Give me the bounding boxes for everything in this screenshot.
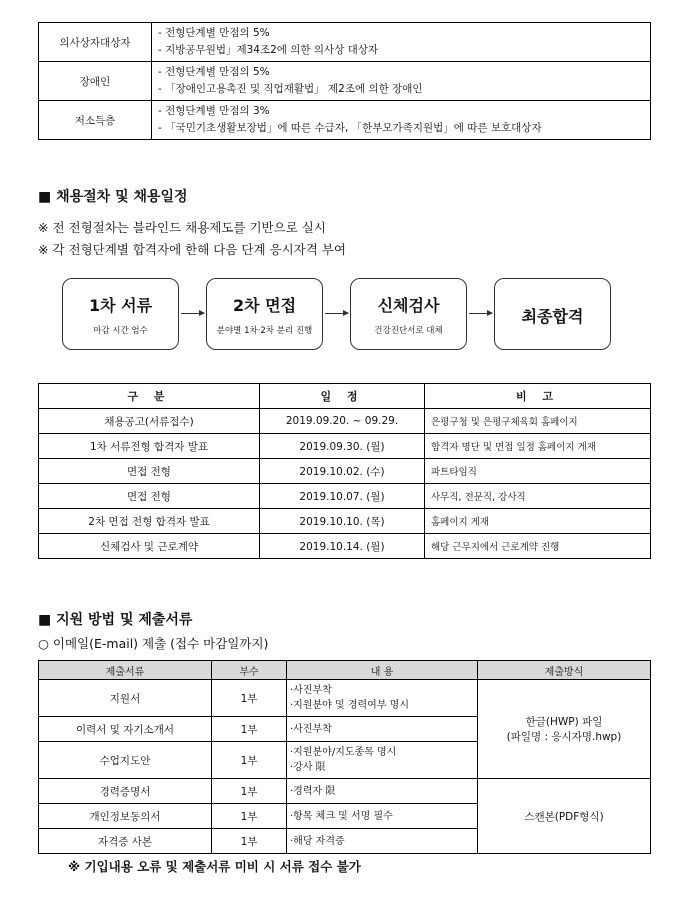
- detail-line: - 전형단계별 만점의 3%: [158, 105, 270, 117]
- documents-table: [38, 660, 651, 854]
- detail-line: - 전형단계별 만점의 5%: [158, 27, 270, 39]
- table-row: [39, 779, 651, 804]
- cell-remark: 합격자 명단 및 면접 일정 홈페이지 게재: [425, 434, 651, 459]
- section-subtitle: ○ 이메일(E-mail) 제출 (접수 마감일까지): [38, 636, 269, 651]
- cell-category: 면접 전형: [39, 484, 260, 509]
- flow-step-subtitle: 건강진단서로 대체: [374, 326, 443, 336]
- cell-method: 스캔본(PDF형식): [478, 779, 651, 854]
- cell-category: 2차 면접 전형 합격자 발표: [39, 509, 260, 534]
- method-line: 한글(HWP) 파일: [525, 716, 603, 728]
- flow-step-title: 1차 서류: [88, 296, 153, 315]
- flow-step-medical: [350, 278, 467, 350]
- column-header: 제출서류: [39, 661, 212, 680]
- cell-content: [287, 742, 478, 779]
- cell-document: 지원서: [39, 680, 212, 717]
- cell-category: 채용공고(서류접수): [39, 409, 260, 434]
- section-title-application: ■ 지원 방법 및 제출서류: [38, 612, 193, 628]
- cell-remark: 은평구청 및 은평구체육회 홈페이지: [425, 409, 651, 434]
- column-header: 내 용: [287, 661, 478, 680]
- cell-content: [287, 779, 478, 804]
- cell-document: 수업지도안: [39, 742, 212, 779]
- table-header-row: [39, 661, 651, 680]
- content-line: ·사진부착: [290, 685, 332, 696]
- content-line: ·강사 限: [290, 762, 326, 773]
- cell-document: 이력서 및 자기소개서: [39, 717, 212, 742]
- cell-remark: 홈페이지 게재: [425, 509, 651, 534]
- detail-line: - 「장애인고용촉진 및 직업재활법」 제2조에 의한 장애인: [158, 83, 423, 95]
- cell-remark: 파트타임직: [425, 459, 651, 484]
- schedule-table: [38, 383, 651, 559]
- detail-line: - 전형단계별 만점의 5%: [158, 66, 270, 78]
- table-row: [39, 409, 651, 434]
- table-row: [39, 509, 651, 534]
- detail-cell: [152, 62, 651, 101]
- cell-date: 2019.09.30. (월): [260, 434, 425, 459]
- detail-line: - 지방공무원법」제34조2에 의한 의사상 대상자: [158, 44, 379, 56]
- content-line: ·항목 체크 및 서명 필수: [290, 810, 393, 822]
- detail-cell: [152, 23, 651, 62]
- flow-step-final: [494, 278, 611, 350]
- column-header: 부수: [212, 661, 287, 680]
- column-header: 제출방식: [478, 661, 651, 680]
- cell-remark: 사무직, 전문직, 강사직: [425, 484, 651, 509]
- content-line: ·경력자 限: [290, 785, 336, 797]
- cell-category: 면접 전형: [39, 459, 260, 484]
- cell-count: 1부: [212, 804, 287, 829]
- table-row: [39, 23, 651, 62]
- column-header: 구 분: [39, 384, 260, 409]
- eligibility-table: [38, 22, 651, 140]
- column-header: 비 고: [425, 384, 651, 409]
- procedure-note: ※ 전 전형절차는 블라인드 채용제도를 기반으로 실시: [38, 220, 326, 235]
- column-header: 일 정: [260, 384, 425, 409]
- cell-date: 2019.10.02. (수): [260, 459, 425, 484]
- cell-count: 1부: [212, 742, 287, 779]
- category-cell: 장애인: [39, 62, 152, 101]
- cell-date: 2019.10.10. (목): [260, 509, 425, 534]
- flow-step-subtitle: 분야별 1차·2차 분리 진행: [216, 326, 313, 336]
- method-line: (파일명 : 응시자명.hwp): [506, 731, 622, 743]
- detail-cell: [152, 101, 651, 140]
- cell-remark: 해당 근무지에서 근로계약 진행: [425, 534, 651, 559]
- cell-count: 1부: [212, 779, 287, 804]
- cell-count: 1부: [212, 717, 287, 742]
- cell-document: 경력증명서: [39, 779, 212, 804]
- table-row: [39, 534, 651, 559]
- cell-content: [287, 680, 478, 717]
- flow-step-title: 신체검사: [377, 296, 440, 315]
- flow-step-title: 2차 면접: [232, 296, 297, 315]
- cell-category: 신체검사 및 근로계약: [39, 534, 260, 559]
- table-row: [39, 484, 651, 509]
- cell-date: 2019.10.07. (월): [260, 484, 425, 509]
- cell-count: 1부: [212, 680, 287, 717]
- content-line: ·지원분야 및 경력여부 명시: [290, 700, 409, 711]
- cell-document: 개인정보동의서: [39, 804, 212, 829]
- flow-step-title: 최종합격: [521, 307, 584, 326]
- table-row: [39, 459, 651, 484]
- cell-content: [287, 829, 478, 854]
- detail-line: - 「국민기초생활보장법」에 따른 수급자, 「한부모가족지원법」에 따른 보호대상자: [158, 122, 542, 134]
- flow-step-document: [62, 278, 179, 350]
- arrow-right-icon: [469, 313, 492, 314]
- cell-method: [478, 680, 651, 779]
- cell-content: [287, 717, 478, 742]
- content-line: ·사진부착: [290, 723, 332, 735]
- arrow-right-icon: [325, 313, 348, 314]
- category-cell: 의사상자대상자: [39, 23, 152, 62]
- flow-step-subtitle: 마감 시간 엄수: [93, 326, 148, 336]
- arrow-right-icon: [181, 313, 204, 314]
- procedure-note: ※ 각 전형단계별 합격자에 한해 다음 단계 응시자격 부여: [38, 242, 346, 257]
- table-header-row: [39, 384, 651, 409]
- cell-date: 2019.09.20. ~ 09.29.: [260, 409, 425, 434]
- content-line: ·지원분야/지도종목 명시: [290, 747, 397, 758]
- content-line: ·해당 자격증: [290, 835, 345, 847]
- cell-category: 1차 서류전형 합격자 발표: [39, 434, 260, 459]
- category-cell: 저소득층: [39, 101, 152, 140]
- table-row: [39, 62, 651, 101]
- table-row: [39, 434, 651, 459]
- cell-date: 2019.10.14. (월): [260, 534, 425, 559]
- table-row: [39, 680, 651, 717]
- cell-document: 자격증 사본: [39, 829, 212, 854]
- cell-count: 1부: [212, 829, 287, 854]
- section-title-procedure: ■ 채용절차 및 채용일정: [38, 189, 188, 205]
- cell-content: [287, 804, 478, 829]
- flow-step-interview: [206, 278, 323, 350]
- table-row: [39, 101, 651, 140]
- footnote: ※ 기입내용 오류 및 제출서류 미비 시 서류 접수 불가: [68, 859, 361, 874]
